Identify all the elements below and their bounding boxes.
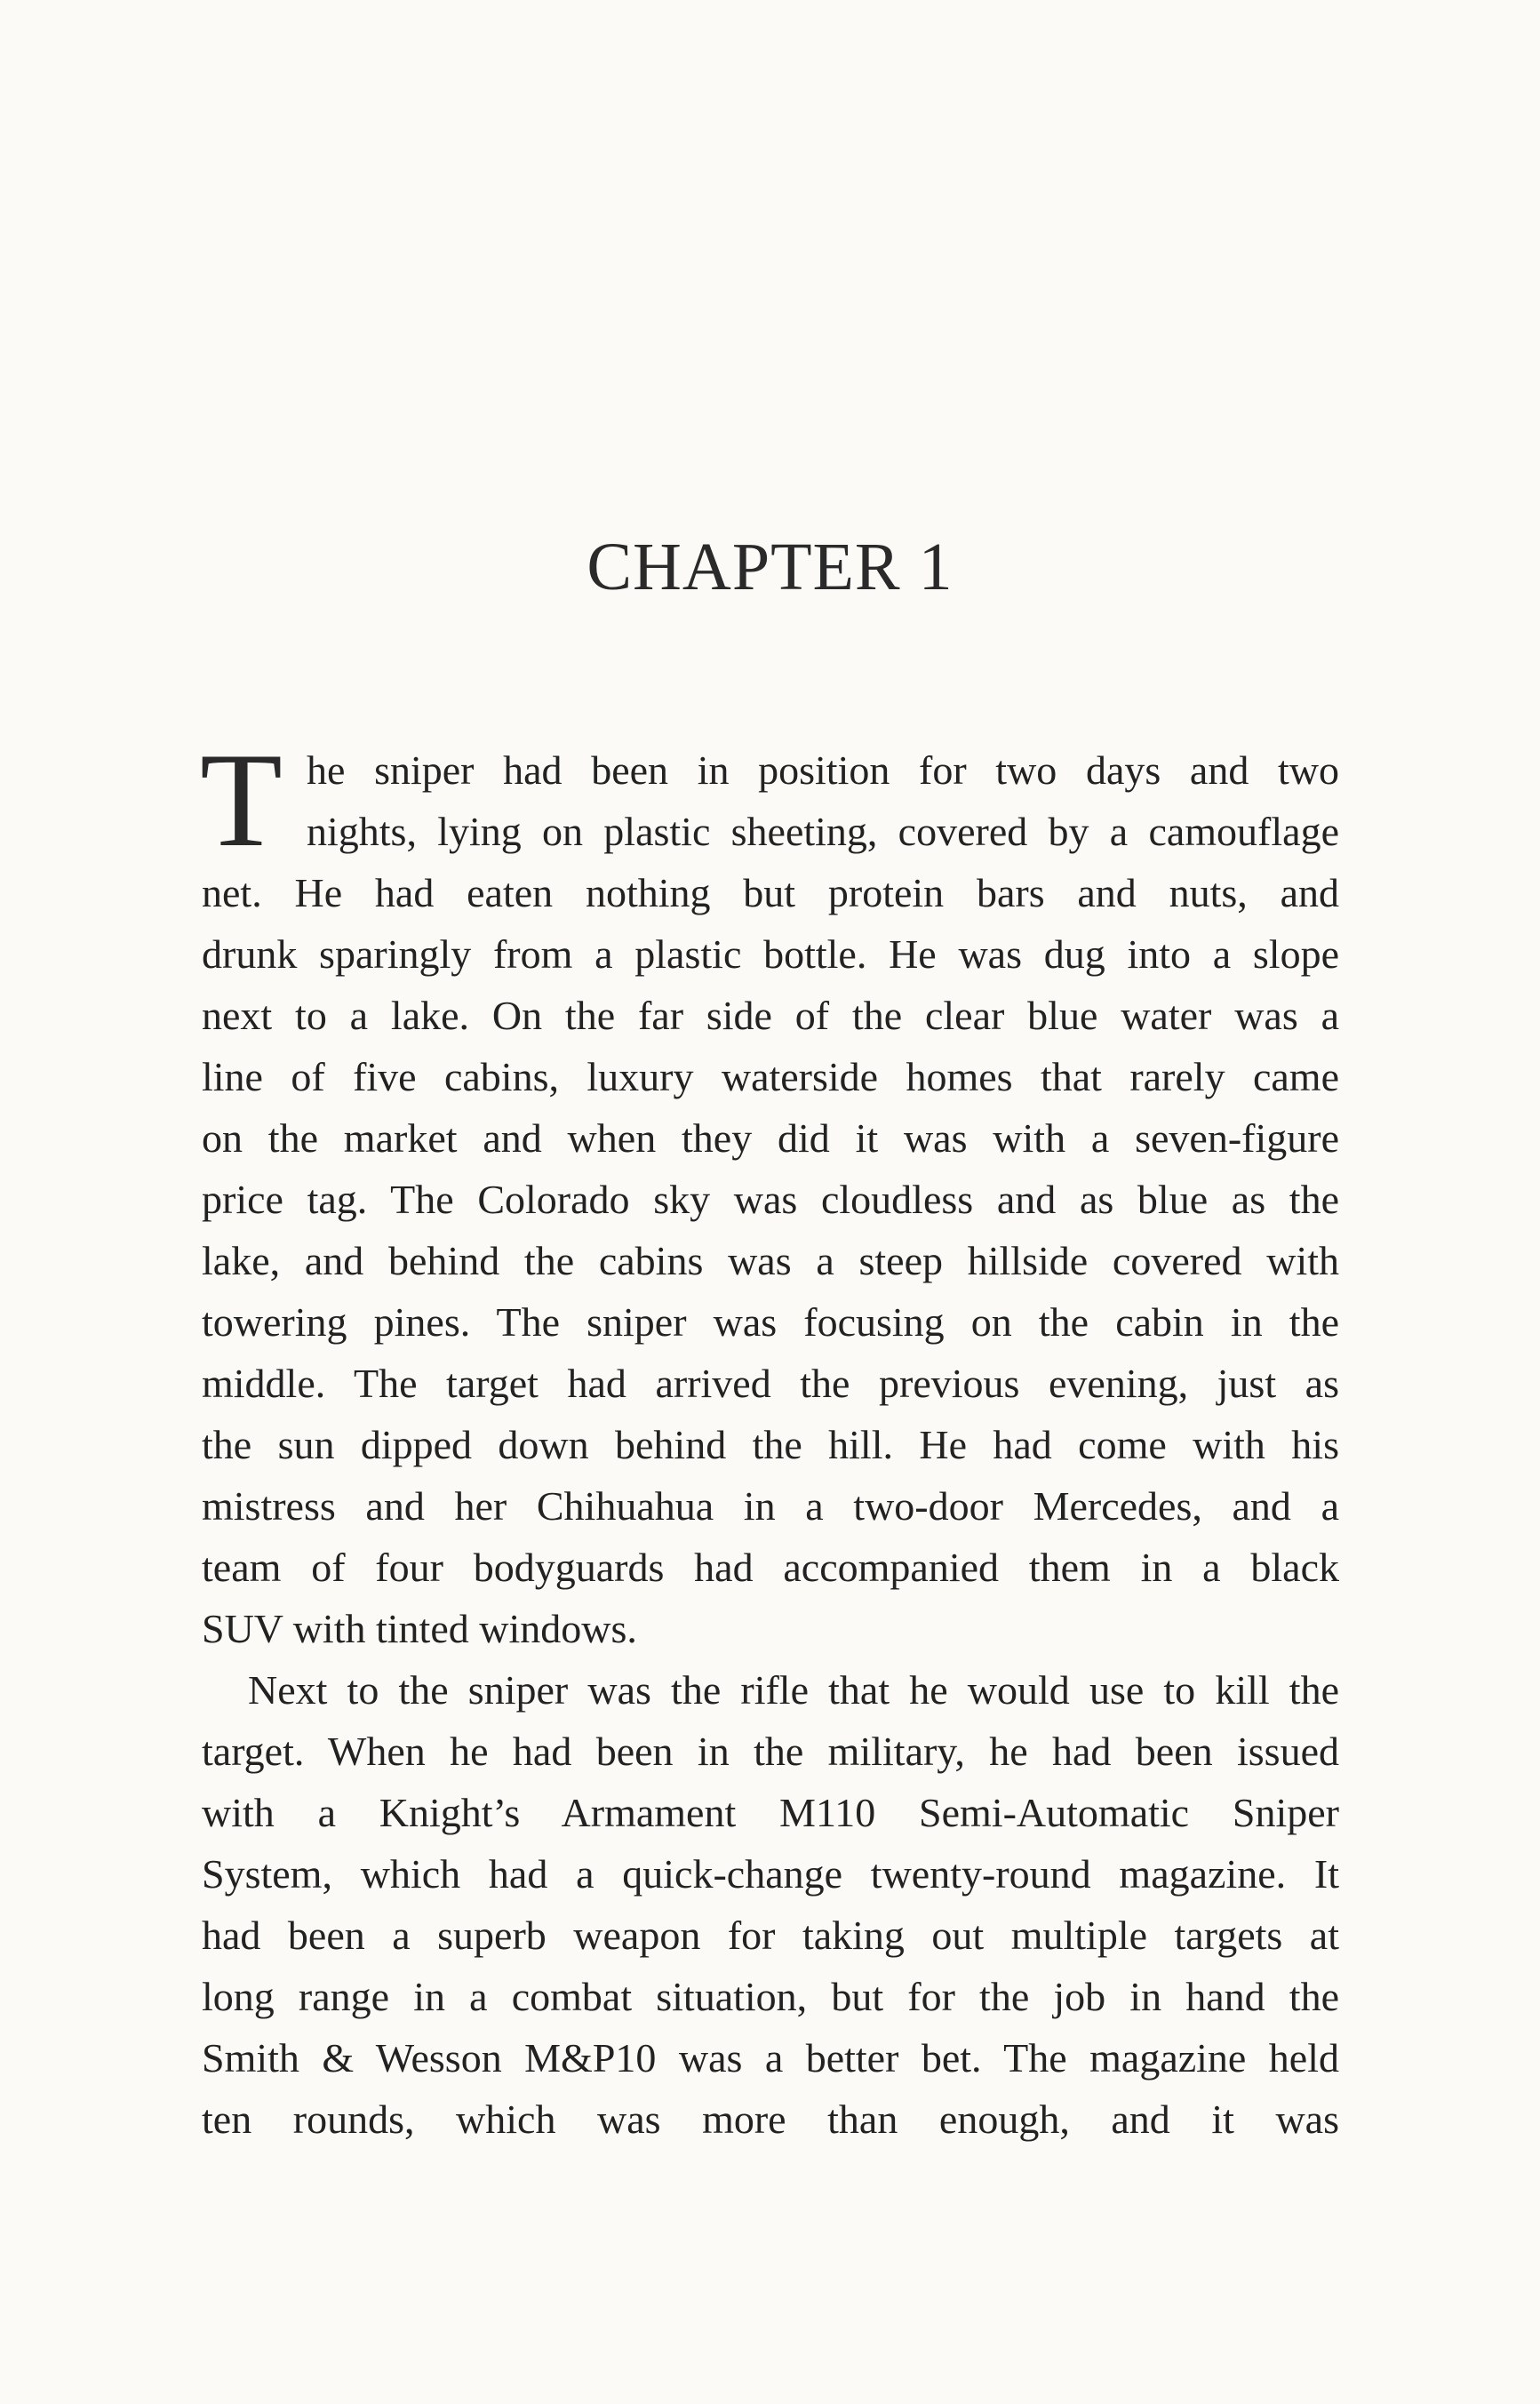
text-line: SUV with tinted windows. [202,1606,637,1651]
text-line: on the market and when they did it was with a seven-figure [202,1115,1339,1161]
text-line: team of four bodyguards had accompanied them in a black [202,1545,1339,1590]
text-line: the sun dipped down behind the hill. He had come with his [202,1422,1339,1467]
text-line: Next to the sniper was the rifle that he would use to kill the [248,1667,1339,1713]
text-line: Smith & Wesson M&P10 was a better bet. The magazine held [202,2035,1339,2081]
text-line: System, which had a quick-change twenty-round magazine. It [202,1851,1339,1897]
paragraph-1 [200,725,1339,1659]
text-line: line of five cabins, luxury waterside homes that rarely came [202,1054,1339,1099]
text-line: price tag. The Colorado sky was cloudless and as blue as the [202,1177,1339,1222]
text-line: long range in a combat situation, but for the job in hand the [202,1974,1339,2019]
text-line: he sniper had been in position for two days and two [307,747,1339,793]
paragraph-2 [202,1659,1339,2150]
drop-cap-letter: T [200,725,283,875]
chapter-heading: CHAPTER 1 [586,530,954,604]
body-text [200,725,1339,2150]
text-line: lake, and behind the cabins was a steep hillside covered with [202,1238,1339,1283]
text-line: nights, lying on plastic sheeting, covered by a camouflage [307,809,1339,854]
text-line: ten rounds, which was more than enough, and it was [202,2097,1339,2142]
text-line: drunk sparingly from a plastic bottle. He was dug into a slope [202,931,1339,977]
text-line: middle. The target had arrived the previous evening, just as [202,1361,1339,1406]
text-line: next to a lake. On the far side of the clear blue water was a [202,993,1339,1038]
text-line: towering pines. The sniper was focusing on the cabin in the [202,1299,1339,1345]
text-line: with a Knight’s Armament M110 Semi-Automatic Sniper [202,1790,1339,1835]
text-line: target. When he had been in the military, he had been issued [202,1729,1339,1774]
text-line: net. He had eaten nothing but protein bars and nuts, and [202,870,1339,915]
text-line: mistress and her Chihuahua in a two-door Mercedes, and a [202,1483,1339,1529]
text-line: had been a superb weapon for taking out multiple targets at [202,1913,1339,1958]
